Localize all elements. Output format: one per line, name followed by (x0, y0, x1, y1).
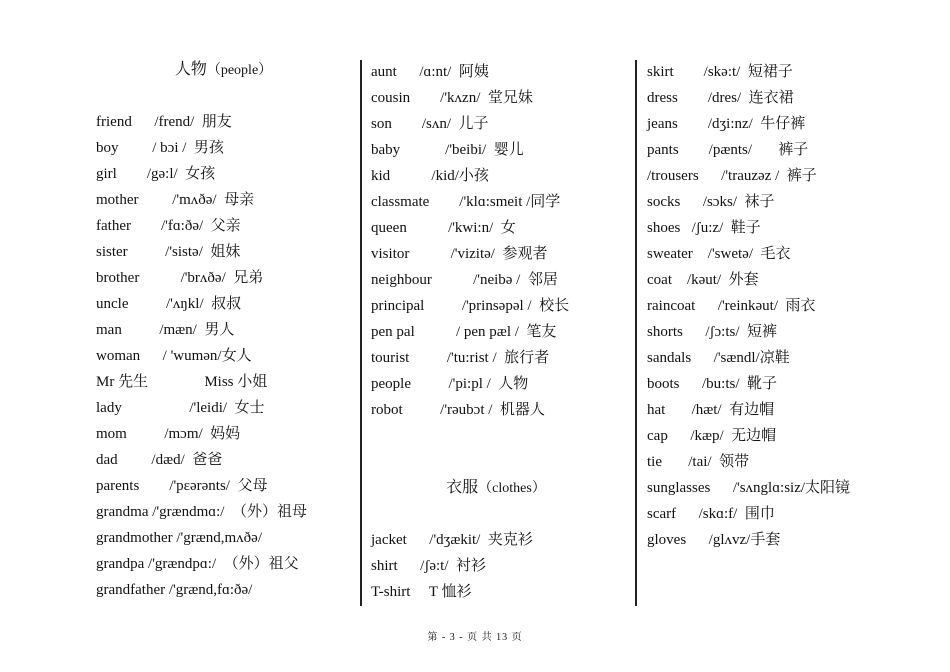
column-divider-right (635, 60, 637, 606)
vocab-entry: boots /bu:ts/ 靴子 (647, 376, 778, 392)
section-title-clothes-en: （clothes） (478, 481, 546, 496)
vocab-entry: cousin /'kʌzn/ 堂兄妹 (371, 90, 533, 106)
vocab-entry: grandpa /'grændpɑ:/ （外）祖父 (96, 556, 299, 572)
vocab-entry: shoes /ʃu:z/ 鞋子 (647, 220, 761, 236)
vocab-entry: baby /'beibi/ 婴儿 (371, 142, 524, 158)
vocab-entry: gloves /glʌvz/手套 (647, 532, 781, 548)
vocab-entry: jeans /dʒi:nz/ 牛仔裤 (647, 116, 806, 132)
vocab-entry: friend /frend/ 朋友 (96, 114, 232, 130)
vocab-entry: son /sʌn/ 儿子 (371, 116, 489, 132)
vocab-entry: shorts /ʃɔ:ts/ 短裤 (647, 324, 777, 340)
vocab-entry: coat /kəut/ 外套 (647, 272, 759, 288)
vocab-entry: pen pal / pen pæl / 笔友 (371, 324, 557, 340)
section-title-people-en: （people） (206, 63, 273, 78)
vocab-entry: man /mæn/ 男人 (96, 322, 235, 338)
section-title-people-zh: 人物 (174, 59, 207, 78)
vocab-entry: grandmother /'grænd,mʌðə/ (96, 530, 263, 546)
vocab-entry: principal /'prinsəpəl / 校长 (371, 298, 570, 314)
vocab-entry: aunt /ɑ:nt/ 阿姨 (371, 64, 489, 80)
vocab-entry: pants /pænts/ 裤子 (647, 142, 809, 158)
section-title-people (96, 58, 351, 82)
vocab-entry: father /'fɑ:ðə/ 父亲 (96, 218, 241, 234)
vocab-entry: classmate /'klɑ:smeit /同学 (371, 194, 561, 210)
vocab-entry: sweater /'swetə/ 毛衣 (647, 246, 791, 262)
vocab-entry: grandfather /'grænd,fɑ:ðə/ (96, 582, 253, 598)
vocab-entry: parents /'pɛərənts/ 父母 (96, 478, 268, 494)
vocab-entry: boy / bɔi / 男孩 (96, 140, 224, 156)
vocab-entry: socks /sɔks/ 袜子 (647, 194, 775, 210)
vocab-entry: /trousers /'trauzəz / 裤子 (647, 168, 817, 184)
vocab-entry: sunglasses /'sʌnglɑ:siz/太阳镜 (647, 480, 851, 496)
vocab-entry: uncle /'ʌŋkl/ 叔叔 (96, 296, 242, 312)
section-title-clothes (371, 476, 621, 500)
section-title-clothes-zh: 衣服 (446, 477, 479, 496)
vocab-entry: queen /'kwi:n/ 女 (371, 220, 516, 236)
vocab-entry: tie /tai/ 领带 (647, 454, 750, 470)
vocab-entry: robot /'rəubɔt / 机器人 (371, 402, 545, 418)
vocab-entry: mother /'mʌðə/ 母亲 (96, 192, 255, 208)
vocab-entry: girl /gə:l/ 女孩 (96, 166, 216, 182)
vocab-entry: woman / 'wumən/女人 (96, 348, 252, 364)
vocab-entry: hat /hæt/ 有边帽 (647, 402, 775, 418)
column-divider-left (360, 60, 362, 606)
vocab-entry: brother /'brʌðə/ 兄弟 (96, 270, 264, 286)
vocab-entry: visitor /'vizitə/ 参观者 (371, 246, 548, 262)
vocab-entry: scarf /skɑ:f/ 围巾 (647, 506, 775, 522)
vocab-entry: cap /kæp/ 无边帽 (647, 428, 777, 444)
vocab-entry: grandma /'grændmɑ:/ （外）祖母 (96, 504, 307, 520)
vocab-entry: dad /dæd/ 爸爸 (96, 452, 223, 468)
vocab-entry: skirt /skə:t/ 短裙子 (647, 64, 793, 80)
vocab-entry: jacket /'dʒækit/ 夹克衫 (371, 532, 533, 548)
vocab-entry: kid /kid/小孩 (371, 168, 489, 184)
vocab-entry: shirt /ʃə:t/ 衬衫 (371, 558, 486, 574)
vocab-entry: mom /mɔm/ 妈妈 (96, 426, 241, 442)
vocab-entry: sandals /'sændl/凉鞋 (647, 350, 790, 366)
vocab-entry: tourist /'tu:rist / 旅行者 (371, 350, 550, 366)
page-footer: 第 - 3 - 页 共 13 页 (427, 632, 523, 643)
vocab-entry: neighbour /'neibə / 邻居 (371, 272, 558, 288)
vocab-entry: sister /'sistə/ 姐妹 (96, 244, 241, 260)
vocab-entry: people /'pi:pl / 人物 (371, 376, 529, 392)
vocab-entry: T-shirt T 恤衫 (371, 584, 472, 600)
vocab-entry: raincoat /'reinkəut/ 雨衣 (647, 298, 816, 314)
vocab-entry: Mr 先生 Miss 小姐 (96, 374, 268, 390)
vocab-entry: dress /dres/ 连衣裙 (647, 90, 794, 106)
vocab-entry: lady /'leidi/ 女士 (96, 400, 265, 416)
